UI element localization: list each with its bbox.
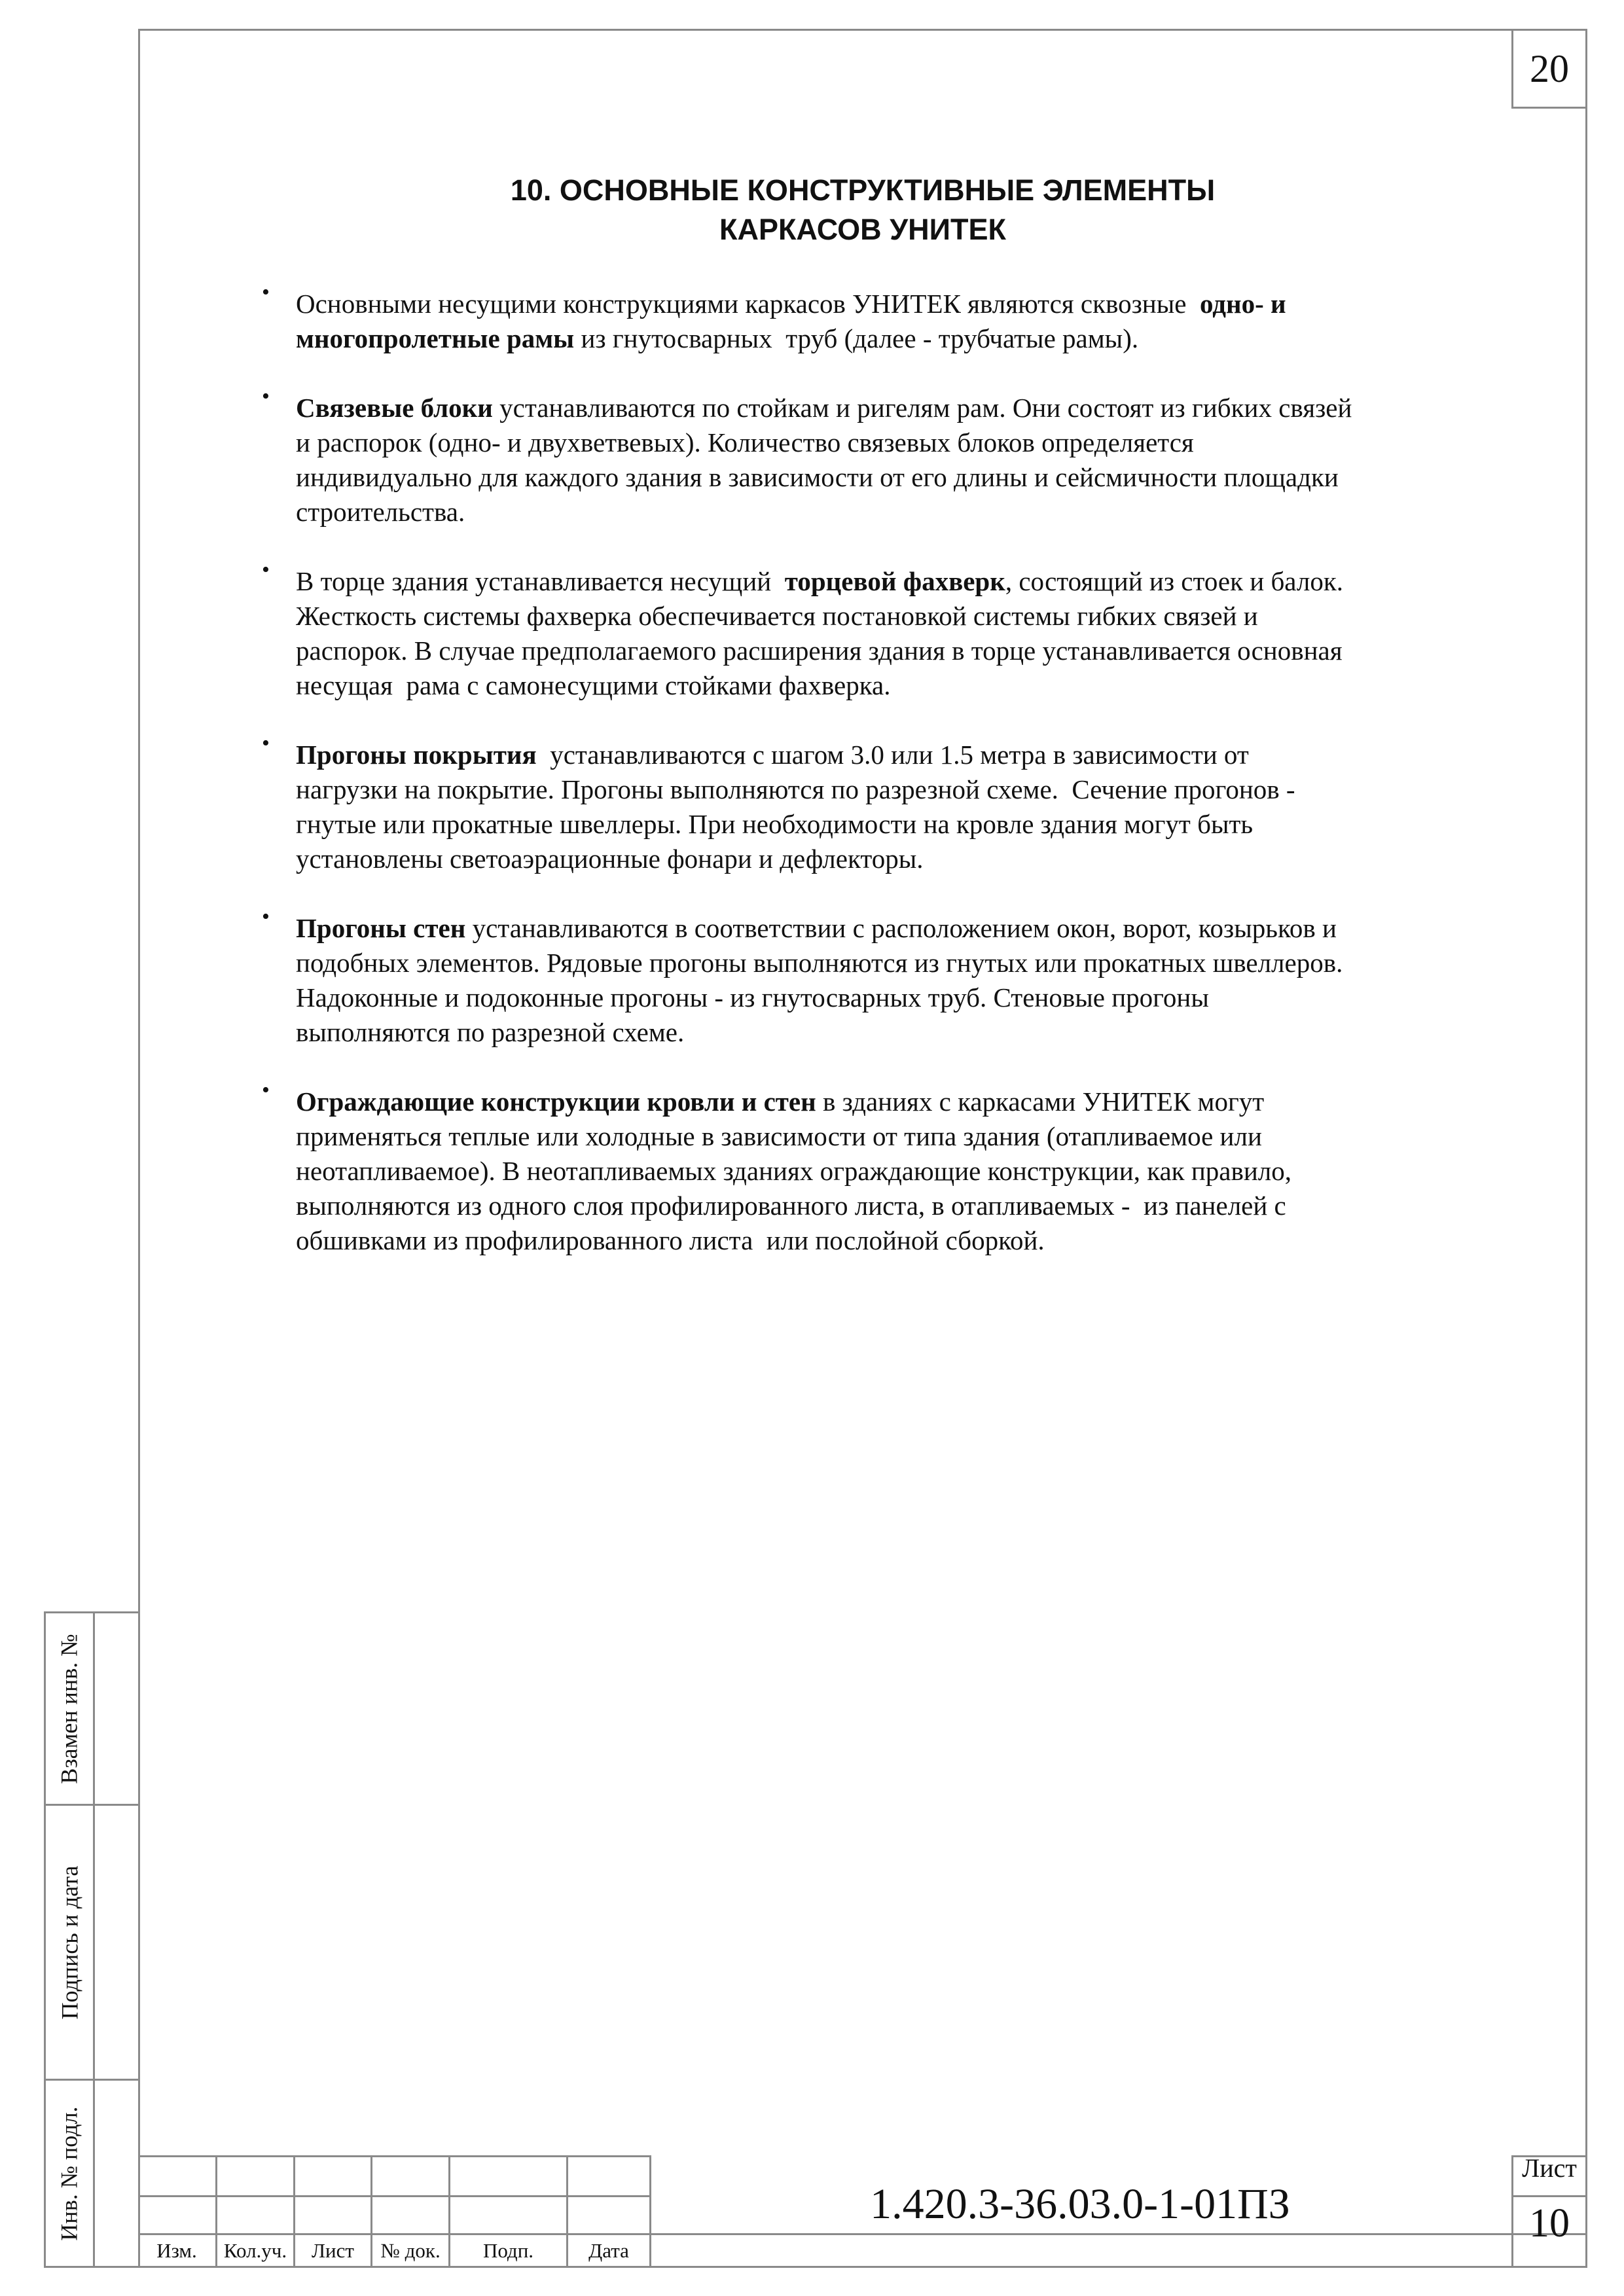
bullet-list [262, 280, 1507, 1293]
side-label-inv-orig: Инв. № подл. [56, 2106, 82, 2241]
text-run: строительства. [296, 497, 465, 527]
bullet-dot: • [262, 384, 270, 408]
text-run: несущая рама с самонесущими стойками фахверка. [296, 670, 891, 700]
bold-term: Прогоны покрытия [296, 740, 537, 770]
bullet-line [296, 564, 1507, 599]
bullet-line [296, 980, 1507, 1015]
text-run: нагрузки на покрытие. Прогоны выполняются по разрезной схеме. Сечение прогонов - [296, 774, 1295, 804]
text-run: Надоконные и подоконные прогоны - из гнутосварных труб. Стеновые прогоны [296, 982, 1209, 1013]
bold-term: Прогоны стен [296, 913, 466, 943]
stamp-col-date: Дата [588, 2239, 629, 2262]
text-run: Жесткость системы фахверка обеспечивается постановкой системы гибких связей и [296, 601, 1258, 631]
side-stamp-inv-orig [44, 2079, 138, 2268]
bullet-line [296, 738, 1507, 772]
text-run: обшивками из профилированного листа или послойной сборкой. [296, 1225, 1045, 1255]
bullet-dot: • [262, 280, 270, 304]
text-run: устанавливаются по стойкам и ригелям рам. Они состоят из гибких связей [492, 393, 1352, 423]
bold-term: Связевые блоки [296, 393, 493, 423]
bullet-line [296, 1223, 1507, 1258]
text-run: индивидуально для каждого здания в зависимости от его длины и сейсмичности площадки [296, 462, 1339, 492]
bullet-line [296, 599, 1507, 634]
side-label-replace-inv: Взамен инв. № [56, 1633, 82, 1784]
bullet-line [296, 321, 1507, 356]
side-stamp-sign-date [44, 1804, 138, 2079]
stamp-col-podp: Подп. [482, 2239, 534, 2262]
bullet-line [296, 460, 1507, 495]
bullet-dot: • [262, 558, 270, 582]
bullet-line [296, 391, 1507, 425]
sheet-number: 10 [1529, 2201, 1570, 2246]
bold-term: одно- и [1199, 289, 1286, 319]
bullet-line [296, 287, 1507, 321]
text-run: устанавливаются в соответствии с расположением окон, ворот, козырьков и [465, 913, 1337, 943]
bullet-line [296, 1154, 1507, 1189]
sheet-label: Лист [1522, 2153, 1577, 2183]
bullet-line [296, 1189, 1507, 1223]
text-run: и распорок (одно- и двухветвевых). Количество связевых блоков определяется [296, 427, 1194, 457]
stamp-col-list: Лист [312, 2239, 354, 2262]
text-run: подобных элементов. Рядовые прогоны выполняются из гнутых или прокатных швеллеров. [296, 948, 1343, 978]
bold-term: Ограждающие конструкции кровли и стен [296, 1086, 816, 1117]
bullet-line [296, 1015, 1507, 1050]
bullet-item [262, 731, 1507, 876]
bullet-line [296, 425, 1507, 460]
bullet-line [296, 772, 1507, 807]
bullet-line [296, 807, 1507, 842]
bullet-line [296, 634, 1507, 668]
bold-term: многопролетные рамы [296, 323, 575, 353]
text-run: распорок. В случае предполагаемого расширения здания в торце устанавливается основная [296, 636, 1343, 666]
bullet-line [296, 495, 1507, 529]
text-run: В торце здания устанавливается несущий [296, 566, 785, 596]
text-run: гнутые или прокатные швеллеры. При необходимости на кровле здания могут быть [296, 809, 1254, 839]
stamp-col-doc: № док. [380, 2239, 441, 2262]
bullet-item [262, 905, 1507, 1050]
page-number-box [1511, 29, 1587, 109]
bullet-item [262, 558, 1507, 703]
text-run: неотапливаемое). В неотапливаемых зданиях ограждающие конструкции, как правило, [296, 1156, 1292, 1186]
document-code: 1.420.3-36.03.0-1-01ПЗ [870, 2180, 1290, 2228]
bold-term: торцевой фахверк [784, 566, 1005, 596]
bullet-line [296, 668, 1507, 703]
text-run: установлены светоаэрационные фонари и дефлекторы. [296, 844, 924, 874]
text-run: , состоящий из стоек и балок. [1005, 566, 1343, 596]
bullet-item [262, 384, 1507, 529]
stamp-col-izm: Изм. [156, 2239, 197, 2262]
section-title-line2: КАРКАСОВ УНИТЕК [719, 213, 1006, 246]
text-run: в зданиях с каркасами УНИТЕК могут [816, 1086, 1265, 1117]
bullet-item [262, 280, 1507, 356]
text-run: устанавливаются с шагом 3.0 или 1.5 метра в зависимости от [536, 740, 1249, 770]
stamp-col-kol: Кол.уч. [223, 2239, 287, 2262]
text-run: выполняются по разрезной схеме. [296, 1017, 685, 1047]
bullet-line [296, 1119, 1507, 1154]
text-run: выполняются из одного слоя профилированного листа, в отапливаемых - из панелей с [296, 1191, 1286, 1221]
bullet-dot: • [262, 731, 270, 755]
bullet-line [296, 946, 1507, 980]
text-run: из гнутосварных труб (далее - трубчатые рамы). [574, 323, 1139, 353]
bullet-item [262, 1078, 1507, 1258]
side-stamp-replace-inv [44, 1611, 138, 1804]
bullet-line [296, 1085, 1507, 1119]
text-run: Основными несущими конструкциями каркасов УНИТЕК являются сквозные [296, 289, 1200, 319]
page-number: 20 [1530, 46, 1569, 90]
side-label-sign-date: Подпись и дата [56, 1865, 83, 2019]
text-run: применяться теплые или холодные в зависимости от типа здания (отапливаемое или [296, 1121, 1262, 1151]
bullet-line [296, 842, 1507, 876]
bullet-dot: • [262, 1078, 270, 1102]
bullet-line [296, 911, 1507, 946]
bullet-dot: • [262, 905, 270, 929]
section-title-line1: 10. ОСНОВНЫЕ КОНСТРУКТИВНЫЕ ЭЛЕМЕНТЫ [510, 173, 1216, 207]
